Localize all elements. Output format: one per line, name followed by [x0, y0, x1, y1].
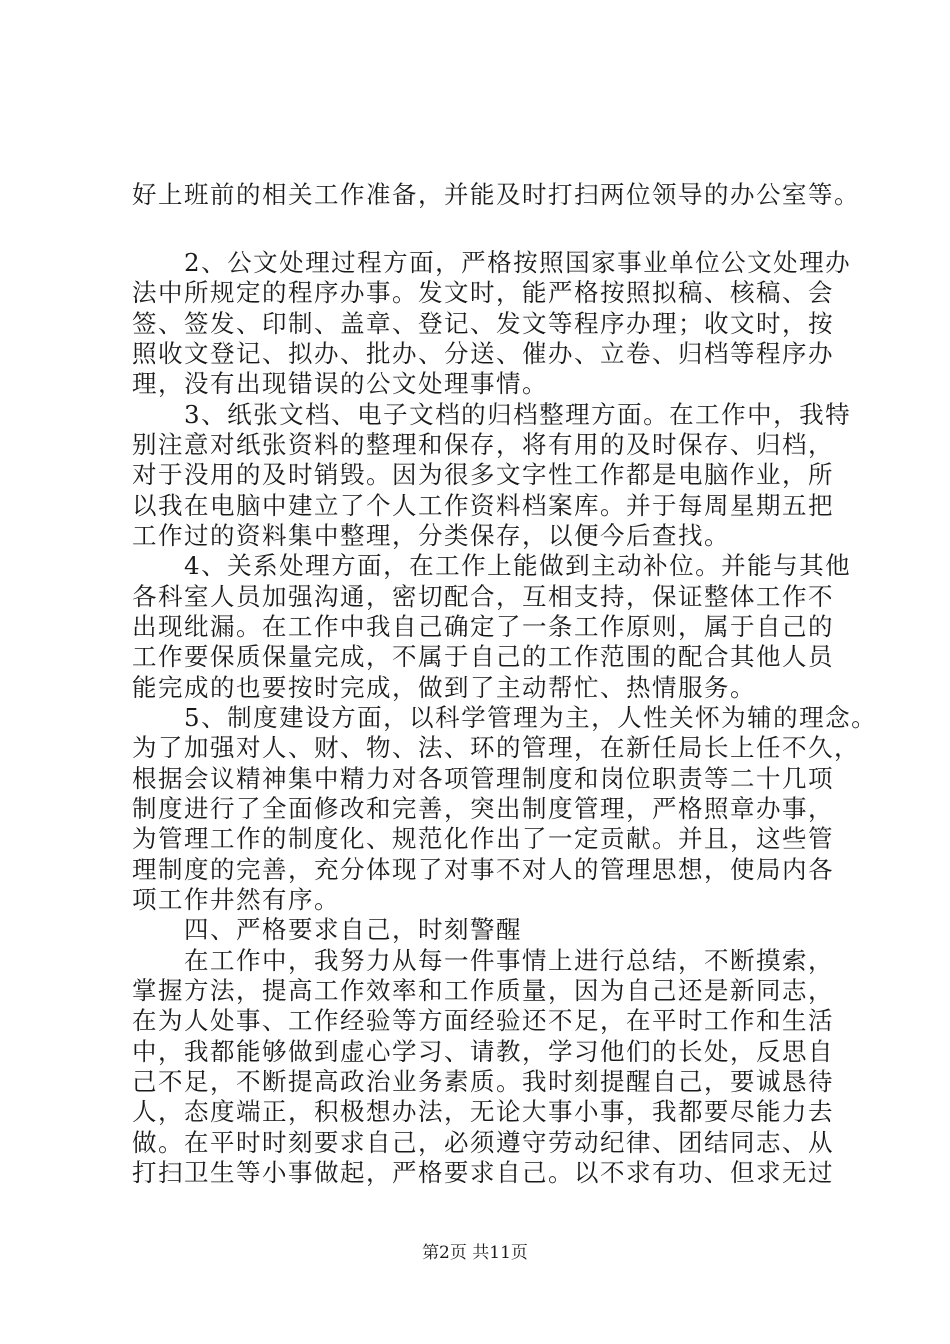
text-line: 理制度的完善，充分体现了对事不对人的管理思想，使局内各: [132, 855, 834, 884]
text-line: 己不足，不断提高政治业务素质。我时刻提醒自己，要诚恳待: [132, 1067, 834, 1096]
text-line: 别注意对纸张资料的整理和保存，将有用的及时保存、归档，: [132, 430, 834, 459]
text-line: 为了加强对人、财、物、法、环的管理，在新任局长上任不久，: [132, 733, 860, 762]
text-line: 出现纰漏。在工作中我自己确定了一条工作原则，属于自己的: [132, 612, 834, 641]
text-line: 能完成的也要按时完成，做到了主动帮忙、热情服务。: [132, 673, 756, 702]
text-line: 理，没有出现错误的公文处理事情。: [132, 369, 548, 398]
text-line: 制度进行了全面修改和完善，突出制度管理，严格照章办事，: [132, 794, 834, 823]
page-footer: 第2页 共11页: [422, 1243, 528, 1263]
text-line: 4、关系处理方面，在工作上能做到主动补位。并能与其他: [132, 551, 852, 580]
text-line: 工作过的资料集中整理，分类保存，以便今后查找。: [132, 521, 730, 550]
text-line: 掌握方法，提高工作效率和工作质量，因为自己还是新同志，: [132, 976, 834, 1005]
text-line: 打扫卫生等小事做起，严格要求自己。以不求有功、但求无过: [132, 1158, 834, 1187]
text-line: 工作要保质保量完成，不属于自己的工作范围的配合其他人员: [132, 642, 834, 671]
text-line: 2、公文处理过程方面，严格按照国家事业单位公文处理办: [132, 248, 852, 277]
text-line: 好上班前的相关工作准备，并能及时打扫两位领导的办公室等。: [132, 180, 860, 209]
text-line: 各科室人员加强沟通，密切配合，互相支持，保证整体工作不: [132, 582, 834, 611]
text-line: 为管理工作的制度化、规范化作出了一定贡献。并且，这些管: [132, 824, 834, 853]
text-line: 对于没用的及时销毁。因为很多文字性工作都是电脑作业，所: [132, 460, 834, 489]
text-line: 在为人处事、工作经验等方面经验还不足，在平时工作和生活: [132, 1006, 834, 1035]
text-line: 以我在电脑中建立了个人工作资料档案库。并于每周星期五把: [132, 491, 834, 520]
text-line: 5、制度建设方面，以科学管理为主，人性关怀为辅的理念。: [132, 703, 878, 732]
text-line: 人，态度端正，积极想办法，无论大事小事，我都要尽能力去: [132, 1097, 834, 1126]
text-line: 法中所规定的程序办事。发文时，能严格按照拟稿、核稿、会: [132, 278, 834, 307]
text-line: 根据会议精神集中精力对各项管理制度和岗位职责等二十几项: [132, 764, 834, 793]
text-line: 项工作井然有序。: [132, 885, 340, 914]
text-line: 签、签发、印制、盖章、登记、发文等程序办理；收文时，按: [132, 309, 834, 338]
text-line: 3、纸张文档、电子文档的归档整理方面。在工作中，我特: [132, 400, 852, 429]
text-line: 在工作中，我努力从每一件事情上进行总结，不断摸索，: [132, 946, 834, 975]
text-line: 做。在平时时刻要求自己，必须遵守劳动纪律、团结同志、从: [132, 1128, 834, 1157]
text-line: 照收文登记、拟办、批办、分送、催办、立卷、归档等程序办: [132, 339, 834, 368]
text-line: 中，我都能够做到虚心学习、请教，学习他们的长处，反思自: [132, 1037, 834, 1066]
section-heading: 四、严格要求自己，时刻警醒: [132, 915, 522, 944]
